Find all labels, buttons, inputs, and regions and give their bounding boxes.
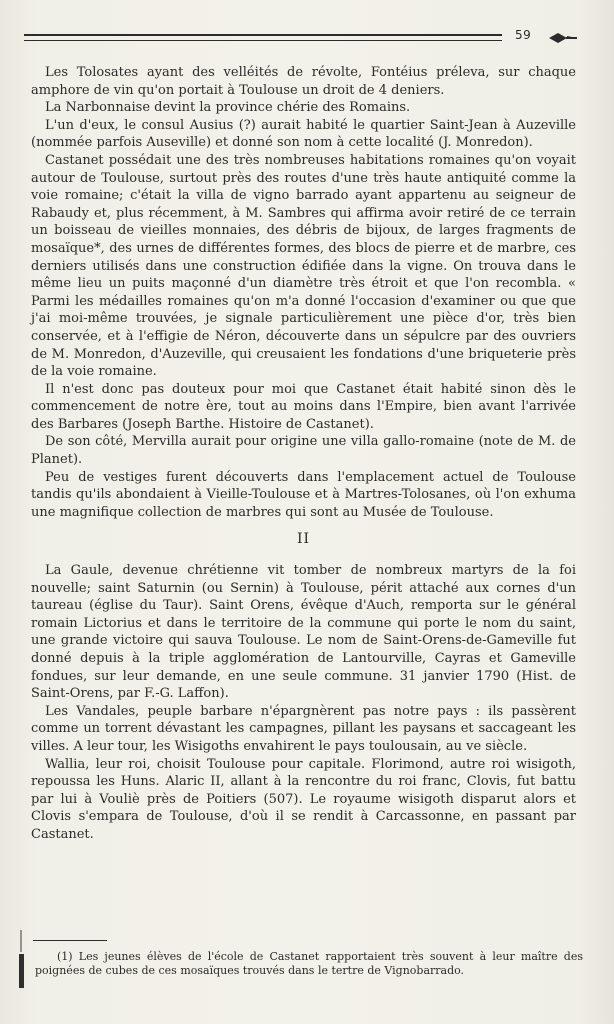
paragraph: Il n'est donc pas douteux pour moi que Castanet était habité sinon dès le commencement de notre ère, tout au moins dans l'Empire, bien avant l'arrivée des Barbares (Joseph Barthe. Histoire de Castanet). [31, 381, 576, 432]
paragraph: L'un d'eux, le consul Ausius (?) aurait habité le quartier Saint-Jean à Auzeville (nommée parfois Auseville) et donné son nom à cette localité (J. Monredon). [31, 117, 576, 151]
diamond-ornament-icon [549, 31, 577, 45]
paragraph: La Narbonnaise devint la province chérie des Romains. [45, 100, 411, 116]
paragraph: De son côté, Mervilla aurait pour origine une villa gallo-romaine (note de M. de Planet). [31, 434, 576, 468]
paragraph: Les Tolosates ayant des velléités de révolte, Fontéius préleva, sur chaque amphore de vin qu'on portait à Toulouse un droit de 4 deniers. [31, 65, 576, 98]
section-heading: II [296, 531, 311, 548]
paragraph: Peu de vestiges furent découverts dans l'emplacement actuel de Toulouse tandis qu'ils abondaient à Vieille-Toulouse et à Martres-Tolosanes, où l'on exhuma une magnifique collection de marbres qui sont au Musée de Toulouse. [31, 469, 576, 520]
footnote [35, 950, 583, 977]
paragraph: Wallia, leur roi, choisit Toulouse pour capitale. Florimond, autre roi wisigoth, repoussa les Huns. Alaric II, allant à la rencontre du roi franc, Clovis, fut battu par lui à Vouliè près de Poitiers (507). Le royaume wisigoth disparut alors et Clovis s'empara de Toulouse, d'où il se rendit à Carcassonne, en passant par Castanet. [31, 756, 576, 842]
binding-mark [19, 930, 25, 990]
footnote-text: (1) Les jeunes élèves de l'école de Castanet rapportaient très souvent à leur maître des poignées de cubes de ces mosaïques trouvés dans le tertre de Vignobarrado. [35, 950, 583, 977]
paragraph: Castanet possédait une des très nombreuses habitations romaines qu'on voyait autour de Toulouse, surtout près des routes d'une très haute antiquité comme la voie romaine; c'était la villa de vigno barrado ayant appartenu au seigneur de Rabaudy et, plus récemment, à M. Sambres qui affirma avoir retiré de ce terrain un boisseau de vieilles monnaies, des débris de bijoux, de larges fragments de mosaïque*, des urnes de différentes formes, des blocs de pierre et de marbre, ces derniers utilisés dans une construction édifiée dans la vigne. On trouva dans le même lieu un puits maçonné d'un diamètre très étroit et que l'on recombla. « Parmi les médailles romaines qu'on m'a donné l'occasion d'examiner ou que que j'ai moi-même trouvées, je signale particulièrement une pièce d'or, très bien conservée, et à l'effigie de Néron, découverte dans un sépulcre par des ouvriers de M. Monredon, d'Auzeville, qui creusaient les fondations d'une briqueterie près de la voie romaine. [31, 152, 576, 380]
header-rule [24, 34, 502, 41]
paragraph: La Gaule, devenue chrétienne vit tomber de nombreux martyrs de la foi nouvelle; saint Saturnin (ou Sernin) à Toulouse, périt attaché aux cornes d'un taureau (église du Taur). Saint Orens, évêque d'Auch, remporta sur le général romain Lictorius et dans le territoire de la commune qui porte le nom du saint, une grande victoire qui sauva Toulouse. Le nom de Saint-Orens-de-Gameville fut donné depuis à la triple agglomération de Lantourville, Cayras et Gameville fondues, sur leur demande, en une seule commune. 31 janvier 1790 (Hist. de Saint-Orens, par F.-G. Laffon). [31, 563, 576, 702]
paragraph: Les Vandales, peuple barbare n'épargnèrent pas notre pays : ils passèrent comme un torrent dévastant les campagnes, pillant les paysans et saccageant les villes. A leur tour, les Wisigoths envahirent le pays toulousain, au ve siècle. [31, 703, 576, 754]
main-text [31, 64, 576, 844]
footnote-rule [33, 940, 107, 941]
page-number: 59 [515, 28, 532, 42]
